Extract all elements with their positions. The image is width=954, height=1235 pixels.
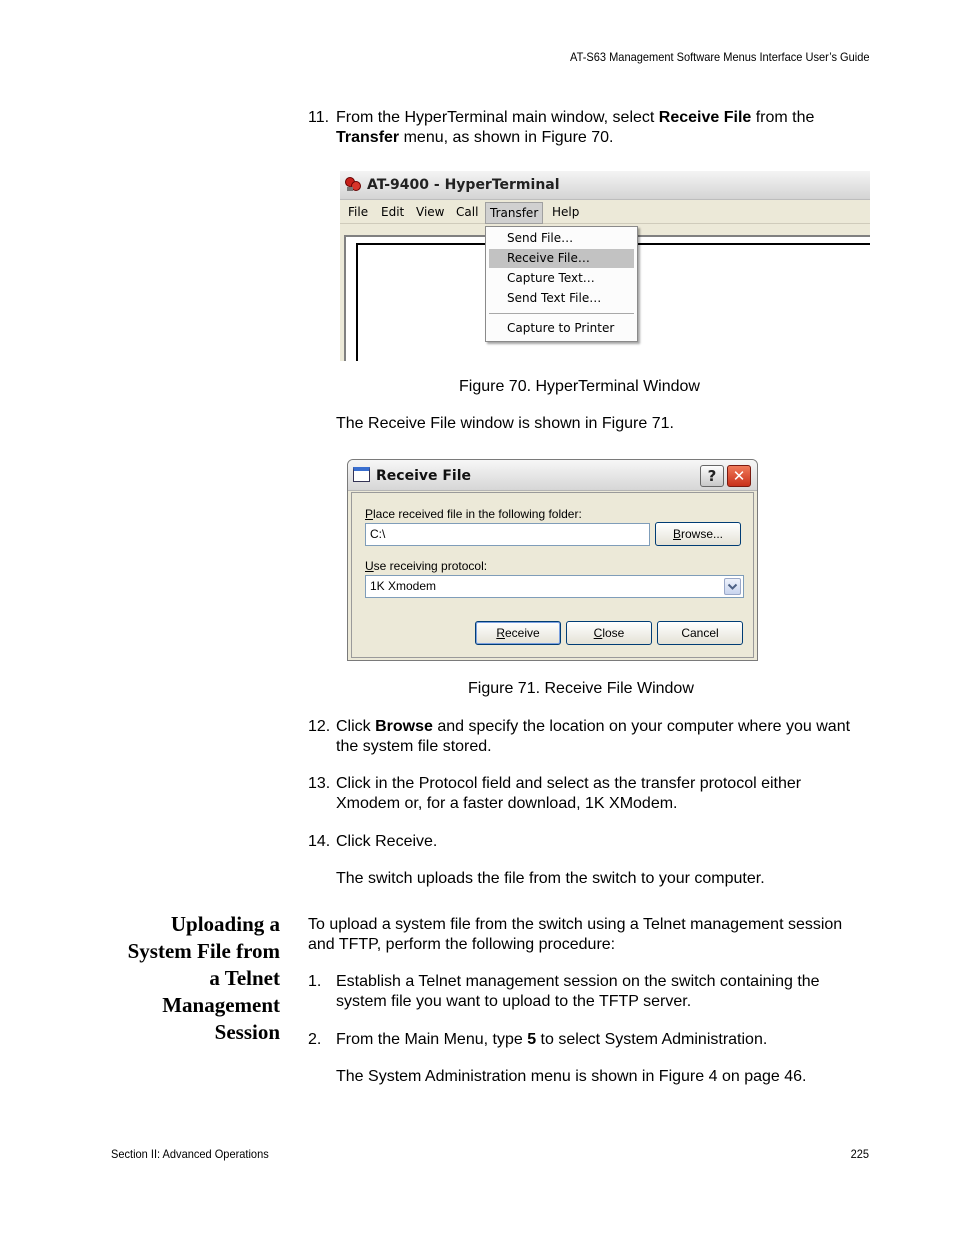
folder-label: Place received file in the following folder: bbox=[365, 507, 582, 521]
hyperterminal-menubar bbox=[340, 200, 870, 224]
figure-70-caption: Figure 70. HyperTerminal Window bbox=[459, 378, 700, 395]
step-number: 2. bbox=[308, 1031, 322, 1048]
step-text: Click Browse and specify the location on your computer where you want the system file stored. bbox=[336, 718, 851, 755]
step-text: Click in the Protocol field and select as the transfer protocol either Xmodem or, for a faster download, 1K XModem. bbox=[336, 775, 802, 812]
menu-item-send-file[interactable]: Send File… bbox=[507, 231, 574, 245]
dialog-title: Receive File bbox=[376, 468, 472, 484]
menu-help[interactable]: Help bbox=[552, 205, 580, 219]
help-icon[interactable]: ? bbox=[700, 465, 724, 487]
step-text: From the Main Menu, type 5 to select System Administration. bbox=[336, 1031, 768, 1048]
heading-line: Uploading a bbox=[170, 912, 280, 936]
step-number: 1. bbox=[308, 973, 322, 990]
transfer-menu bbox=[485, 226, 638, 342]
heading-line: Session bbox=[214, 1020, 280, 1044]
step-number: 13. bbox=[308, 775, 331, 792]
step-1 bbox=[308, 972, 868, 1012]
figure-71-caption: Figure 71. Receive File Window bbox=[468, 680, 694, 697]
hyperterminal-app-icon bbox=[344, 176, 362, 192]
chevron-down-icon[interactable] bbox=[724, 578, 741, 595]
section-heading bbox=[100, 911, 280, 1046]
step-14 bbox=[308, 832, 868, 852]
step-number: 14. bbox=[308, 833, 331, 850]
menu-separator bbox=[489, 313, 634, 314]
protocol-value: 1K Xmodem bbox=[370, 579, 437, 593]
window-icon bbox=[353, 467, 370, 482]
footer-section: Section II: Advanced Operations bbox=[111, 1147, 269, 1161]
intro-paragraph: To upload a system file from the switch using a Telnet management session and TFTP, perform the following procedure: bbox=[308, 916, 843, 953]
hyperterminal-titlebar bbox=[340, 171, 870, 200]
step-11 bbox=[308, 108, 868, 148]
hyperterminal-title: AT-9400 - HyperTerminal bbox=[367, 177, 560, 193]
menu-view[interactable]: View bbox=[416, 205, 445, 219]
close-button[interactable]: Close bbox=[566, 621, 652, 645]
close-icon[interactable]: ✕ bbox=[727, 465, 751, 487]
dialog-body bbox=[351, 492, 754, 658]
step-text: Click Receive. bbox=[336, 833, 438, 850]
switch-uploads-paragraph: The switch uploads the file from the switch to your computer. bbox=[336, 870, 765, 887]
step-2 bbox=[308, 1030, 868, 1050]
step-number: 11. bbox=[308, 109, 330, 126]
folder-input[interactable]: C:\ bbox=[365, 523, 650, 546]
heading-line: Management bbox=[162, 993, 280, 1017]
menu-item-send-text-file[interactable]: Send Text File… bbox=[507, 291, 602, 305]
step-text: Establish a Telnet management session on the switch containing the system file you want to upload to the TFTP server. bbox=[336, 973, 820, 1010]
browse-button[interactable]: Browse... bbox=[655, 522, 741, 546]
protocol-select[interactable] bbox=[365, 575, 744, 598]
dialog-titlebar bbox=[348, 460, 757, 491]
receive-window-paragraph: The Receive File window is shown in Figure 71. bbox=[336, 415, 674, 432]
menu-transfer[interactable]: Transfer bbox=[485, 202, 543, 224]
heading-line: System File from bbox=[127, 939, 280, 963]
menu-edit[interactable]: Edit bbox=[381, 205, 405, 219]
menu-file[interactable]: File bbox=[348, 205, 369, 219]
protocol-label: Use receiving protocol: bbox=[365, 559, 488, 573]
menu-item-capture-to-printer[interactable]: Capture to Printer bbox=[507, 321, 615, 335]
receive-file-dialog bbox=[347, 459, 758, 661]
sysadmin-menu-paragraph: The System Administration menu is shown in Figure 4 on page 46. bbox=[336, 1068, 807, 1085]
menu-call[interactable]: Call bbox=[456, 205, 479, 219]
running-header: AT-S63 Management Software Menus Interface User’s Guide bbox=[569, 50, 869, 64]
page-number: 225 bbox=[850, 1147, 869, 1161]
menu-item-receive-file[interactable]: Receive File… bbox=[489, 249, 634, 268]
step-number: 12. bbox=[308, 718, 331, 735]
receive-button[interactable]: Receive bbox=[475, 621, 561, 645]
step-text: From the HyperTerminal main window, select Receive File from the Transfer menu, as shown in Figure 70. bbox=[336, 109, 815, 146]
heading-line: a Telnet bbox=[209, 966, 280, 990]
step-12 bbox=[308, 717, 868, 757]
menu-item-capture-text[interactable]: Capture Text… bbox=[507, 271, 595, 285]
cancel-button[interactable]: Cancel bbox=[657, 621, 743, 645]
step-13 bbox=[308, 774, 868, 814]
